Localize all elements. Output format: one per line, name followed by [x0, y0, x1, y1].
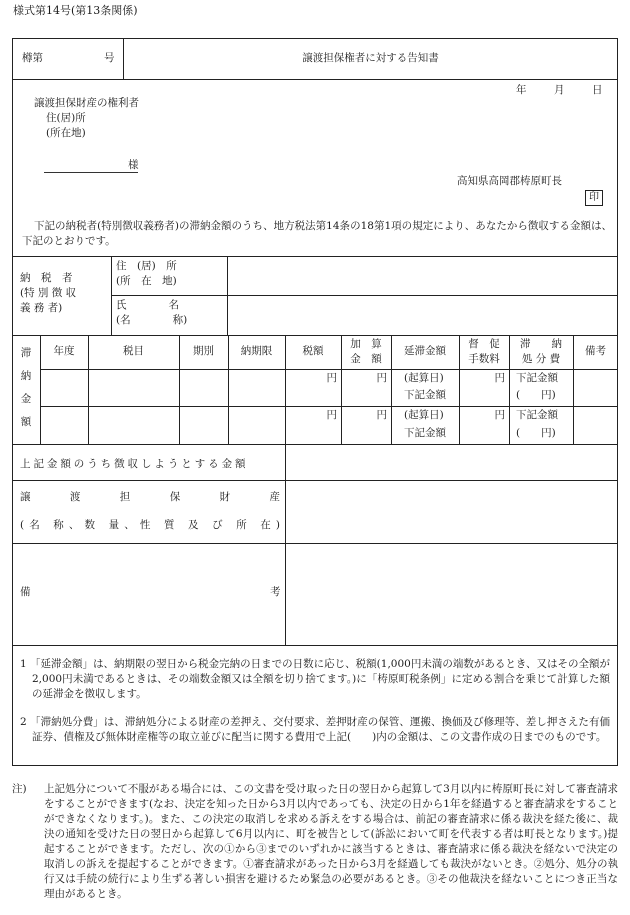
row2-surcharge-unit: 円 — [376, 409, 387, 421]
row1-delinquent-start: (起算日) — [404, 372, 444, 384]
arrears-side-label-3: 金 — [20, 393, 32, 405]
collect-amount-label: 上記金額のうち徴収しようとする金額 — [20, 458, 249, 470]
recipient-line-1: 譲渡担保財産の権利者 — [34, 97, 139, 109]
taxpayer-address-label-1: 住 (居) 所 — [116, 260, 177, 272]
row1-disposal-below: 下記金額 — [516, 372, 558, 384]
footnote-label: 注) — [12, 783, 27, 795]
property-label-1: 譲 渡 担 保 財 産 — [20, 491, 280, 503]
row2-delinquent-start: (起算日) — [404, 409, 444, 421]
remarks-label-right: 考 — [270, 586, 281, 598]
date-day: 日 — [592, 84, 603, 96]
row2-disposal-amount: ( 円) — [516, 427, 556, 439]
document-title: 譲渡担保権者に対する告知書 — [302, 52, 439, 64]
col-header-tax-item: 税目 — [123, 345, 144, 357]
col-header-remarks: 備考 — [585, 345, 606, 357]
row2-disposal-below: 下記金額 — [516, 409, 558, 421]
issuer-name: 高知県高岡郡梼原町長 — [457, 175, 562, 187]
note-1: 1 「延滞金額」は、納期限の翌日から税金完納の日までの日数に応じ、税額(1,000円未満の端数があるとき、又はその全額が2,000円未満であるときは、その端数金額又は全額を切り捨てます。)に「梼原町税条例」に定める割合を乗じて計算した額の延滞金を徴収します。 — [20, 658, 610, 700]
col-header-period: 期別 — [193, 345, 214, 357]
recipient-sama: 様 — [128, 159, 139, 171]
col-header-delinquent: 延滞金額 — [404, 345, 446, 357]
date-year: 年 — [516, 84, 527, 96]
arrears-side-label-2: 納 — [20, 370, 32, 382]
row2-tax-unit: 円 — [326, 409, 337, 421]
seal-mark: 印 — [585, 190, 603, 206]
col-header-year: 年度 — [53, 345, 75, 357]
date-month: 月 — [554, 84, 565, 96]
col-header-surcharge: 加 算 金 額 — [350, 338, 382, 365]
col-header-disposal-cost: 滞 納 処 分 費 — [520, 338, 562, 365]
recipient-line-2: 住(居)所 — [46, 112, 86, 124]
row1-tax-unit: 円 — [326, 372, 337, 384]
row1-delinquent-below: 下記金額 — [404, 389, 446, 401]
col-header-reminder-fee: 督 促 手数料 — [468, 338, 500, 365]
row1-reminder-unit: 円 — [494, 372, 505, 384]
doc-number-suffix: 号 — [104, 52, 115, 64]
taxpayer-name-label-2: (名 称) — [116, 314, 188, 326]
note-2: 2 「滞納処分費」は、滞納処分による財産の差押え、交付要求、差押財産の保管、運搬、換価及び修理等、差し押さえた有価証券、債権及び無体財産権等の取立並びに配当に関する費用で上記( )内の金額は、この文書作成の日までのものです。 — [20, 716, 610, 743]
remarks-label-left: 備 — [20, 586, 31, 598]
col-header-tax-amount: 税額 — [302, 345, 324, 357]
row1-disposal-amount: ( 円) — [516, 389, 556, 401]
footnote-text: 上記処分について不服がある場合には、この文書を受け取った日の翌日から起算して3月以内に梼原町長に対して審査請求をすることができます(なお、決定を知った日から3月以内であっても、決定の日から1年を経過すると審査請求をすることができなくなります。)。また、この決定の取消しを求める訴えをする場合は、前記の審査請求に係る裁決を経た後に、裁決の通知を受けた日の翌日から起算して6月以内に、町を被告として(訴訟において町を代表する者は町長となります。)提起することができます。ただし、次の①から③までのいずれかに該当するときは、審査請求に係る裁決を経ないで決定の取消しの訴えを提起することができます。①審査請求があった日から3月を経過しても裁決がないとき。②処分、処分の執行又は手続の続行により生ずる著しい損害を避けるため緊急の必要があるとき。③その他裁決を経ないことにつき正当な理由があるとき。 — [44, 783, 618, 900]
col-header-deadline: 納期限 — [240, 345, 273, 357]
row2-reminder-unit: 円 — [494, 409, 505, 421]
property-label-2: (名 称、数 量、性 質 及 び 所 在) — [20, 519, 280, 531]
row1-surcharge-unit: 円 — [376, 372, 387, 384]
taxpayer-name-label-1: 氏 名 — [116, 299, 179, 311]
row2-delinquent-below: 下記金額 — [404, 427, 446, 439]
arrears-side-label-4: 額 — [20, 416, 32, 428]
recipient-line-3: (所在地) — [46, 127, 86, 139]
taxpayer-label: 納 税 者 (特 別 徴 収 義 務 者) — [20, 272, 77, 314]
form-number: 様式第14号(第13条関係) — [13, 4, 138, 17]
intro-text: 下記の納税者(特別徴収義務者)の滞納金額のうち、地方税法第14条の18第1項の規定により、あなたから徴収する金額は、下記のとおりです。 — [22, 220, 612, 247]
doc-number-prefix: 樽第 — [22, 52, 43, 64]
taxpayer-address-label-2: (所 在 地) — [116, 275, 177, 287]
arrears-side-label-1: 滞 — [20, 347, 32, 359]
